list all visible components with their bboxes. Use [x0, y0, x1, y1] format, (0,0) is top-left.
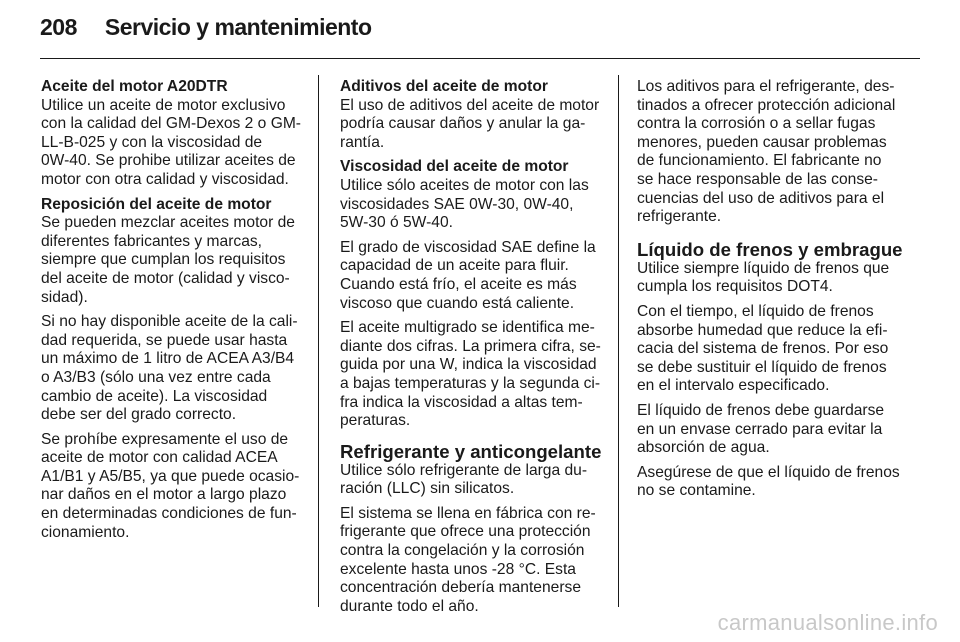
paragraph-frenos-4: Asegúrese de que el líquido de frenos no se contamine.	[637, 463, 900, 500]
column-divider-2	[618, 75, 619, 607]
heading-refrigerante: Refrigerante y anticongelante	[340, 440, 602, 462]
column-divider-1	[318, 75, 319, 607]
paragraph-reposicion-3: Se prohíbe expresamente el uso de aceite de motor con calidad ACEA A1/B1 y A5/B5, ya que puede ocasio- nar daños en el motor a largo plazo en determinadas condiciones de fun- cionamiento.	[41, 430, 300, 541]
heading-aceite-motor: Aceite del motor A20DTR	[41, 78, 228, 95]
paragraph-reposicion-1: Se pueden mezclar aceites motor de diferentes fabricantes y marcas, siempre que cumplan los requisitos del aceite de motor (calidad y visco- sidad).	[41, 214, 295, 306]
page-number: 208	[40, 14, 77, 40]
column-3	[637, 78, 907, 507]
header-rule	[40, 58, 920, 59]
heading-aditivos: Aditivos del aceite de motor	[340, 78, 548, 95]
paragraph-frenos-2: Con el tiempo, el líquido de frenos absorbe humedad que reduce la efi- cacia del sistema de frenos. Por eso se debe sustituir el líquido de frenos en el intervalo especificado.	[637, 302, 889, 395]
paragraph-aditivos: El uso de aditivos del aceite de motor podría causar daños y anular la ga- rantía.	[340, 96, 600, 151]
paragraph-reposicion-2: Si no hay disponible aceite de la cali- dad requerida, se puede usar hasta un máximo de 1 litro de ACEA A3/B4 o A3/B3 (sólo una vez entre cada cambio de aceite). La viscosidad debe ser del grado correcto.	[41, 313, 298, 424]
column-1	[41, 78, 309, 548]
column-2	[340, 78, 608, 622]
heading-reposicion: Reposición del aceite de motor	[41, 195, 272, 213]
watermark: carmanualsonline.info	[717, 610, 938, 635]
paragraph-viscosidad-2: El grado de viscosidad SAE define la capacidad de un aceite para fluir. Cuando está frío, el aceite es más viscoso que cuando está caliente.	[340, 238, 596, 312]
heading-frenos: Líquido de frenos y embrague	[637, 238, 903, 260]
paragraph-frenos-1: Utilice siempre líquido de frenos que cumpla los requisitos DOT4.	[637, 259, 890, 296]
paragraph-aceite-motor: Utilice un aceite de motor exclusivo con la calidad del GM-Dexos 2 o GM- LL-B-025 y con la viscosidad de 0W-40. Se prohibe utilizar aceites de motor con otra calidad y viscosidad.	[41, 96, 301, 188]
paragraph-aditivos-refrigerante: Los aditivos para el refrigerante, des- tinados a ofrecer protección adicional contra la corrosión o a sellar fugas menores, pueden causar problemas de funcionamiento. El fabricante no se hace responsable de las conse- cuencias del uso de aditivos para el refrigerante.	[637, 78, 896, 226]
paragraph-refrigerante-1: Utilice sólo refrigerante de larga du- ración (LLC) sin silicatos.	[340, 461, 588, 498]
paragraph-frenos-3: El líquido de frenos debe guardarse en un envase cerrado para evitar la absorción de agua.	[637, 401, 885, 457]
page-header	[40, 14, 372, 54]
section-title: Servicio y mantenimiento	[104, 14, 372, 40]
heading-viscosidad: Viscosidad del aceite de motor	[340, 158, 569, 176]
paragraph-viscosidad-1: Utilice sólo aceites de motor con las viscosidades SAE 0W-30, 0W-40, 5W-30 ó 5W-40.	[340, 176, 589, 232]
paragraph-viscosidad-3: El aceite multigrado se identifica me- diante dos cifras. La primera cifra, se- guida por una W, indica la viscosidad a bajas temperaturas y la segunda ci- fra indica la viscosidad a altas tem- peraturas.	[340, 319, 601, 430]
paragraph-refrigerante-2: El sistema se llena en fábrica con re- frigerante que ofrece una protección contra la congelación y la corrosión excelente hasta unos -28 °C. Esta concentración debería mantenerse durante todo el año.	[340, 504, 596, 615]
